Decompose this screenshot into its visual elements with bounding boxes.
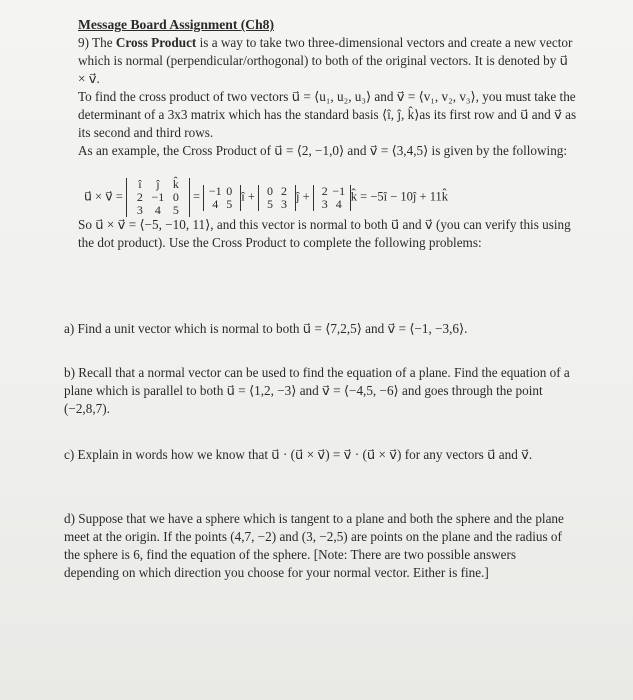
minor-cell: 2	[321, 183, 328, 198]
page-title: Message Board Assignment (Ch8)	[78, 17, 274, 32]
intro-paragraph-2: To find the cross product of two vectors u⃗ = ⟨u₁, u₂, u₃⟩ and v⃗ = ⟨v₁, v₂, v₃⟩, you must take the determinant of a 3x3 matrix which has the standard basis ⟨î, ĵ, k̂⟩as its first row and u⃗ and v⃗ as its second and third rows.	[78, 89, 577, 140]
minor-cell: 5	[226, 196, 233, 211]
matrix-cell: 5	[172, 203, 179, 217]
matrix-cell: ĵ	[156, 177, 160, 191]
matrix-cell: −1	[151, 190, 165, 204]
term-i: î +	[241, 189, 255, 204]
minor-i	[203, 185, 241, 211]
intro-paragraph-1	[78, 34, 578, 88]
intro-paragraph-1-text: is a way to take two three-dimensional vectors and create a new vector which is normal (perpendicular/orthogonal) to both of the original vectors. It is denoted by u⃗ × v⃗.	[78, 35, 573, 86]
question-b-label: b)	[64, 365, 75, 380]
question-number-prefix: 9) The	[78, 35, 116, 50]
matrix-cell: î	[138, 177, 142, 191]
minor-cell: −1	[208, 183, 222, 198]
question-d-text: Suppose that we have a sphere which is tangent to a plane and both the sphere and the plane meet at the origin. If the points (4,7, −2) and (3, −2,5) are points on the plane and the radius of the sphere is 6, find the equation of the sphere. [Note: There are two possible answers depending on which direction you choose for your normal vector. Either is fine.]	[64, 511, 564, 580]
question-b	[64, 364, 574, 418]
question-a-text: Find a unit vector which is normal to both u⃗ = ⟨7,2,5⟩ and v⃗ = ⟨−1, −3,6⟩.	[77, 321, 468, 336]
cross-product-lhs: u⃗ × v⃗ =	[84, 189, 123, 204]
cross-product-term: Cross Product	[115, 35, 197, 50]
matrix-cell: 2	[136, 190, 143, 204]
basis-matrix	[126, 178, 190, 217]
minor-cell: 0	[226, 183, 233, 198]
minor-cell: −1	[332, 183, 346, 198]
matrix-cell: 4	[154, 203, 161, 217]
minor-cell: 5	[267, 196, 274, 211]
matrix-cell: 3	[136, 203, 143, 217]
matrix-cell: k̂	[172, 177, 179, 191]
question-b-text: Recall that a normal vector can be used to find the equation of a plane. Find the equation of a plane which is parallel to both u⃗ = ⟨1,2, −3⟩ and v⃗ = ⟨−4,5, −6⟩ and goes through the point (−2,8,7).	[64, 365, 570, 416]
matrix-cell: 0	[172, 190, 179, 204]
minor-cell: 4	[335, 196, 342, 211]
question-c-label: c)	[64, 447, 75, 462]
question-d-label: d)	[64, 511, 75, 526]
after-example-paragraph: So u⃗ × v⃗ = ⟨−5, −10, 11⟩, and this vector is normal to both u⃗ and v⃗ (you can verify this using the dot product). Use the Cross Product to complete the following problems:	[78, 217, 571, 250]
determinant-expression	[84, 178, 448, 217]
minor-cell: 0	[267, 183, 274, 198]
minor-cell: 3	[321, 196, 328, 211]
minor-cell: 3	[281, 196, 288, 211]
minor-cell: 2	[281, 183, 288, 198]
minor-k	[313, 185, 351, 211]
question-d	[64, 510, 574, 582]
determinant-example	[78, 162, 578, 217]
minor-cell: 4	[212, 196, 219, 211]
question-a-label: a)	[64, 321, 75, 336]
assignment-body	[78, 16, 578, 252]
term-j: ĵ +	[296, 189, 310, 204]
minor-j	[258, 185, 296, 211]
question-a	[64, 320, 574, 338]
term-k-result: k̂ = −5î − 10ĵ + 11k̂	[350, 189, 448, 204]
intro-paragraph-3: As an example, the Cross Product of u⃗ = ⟨2, −1,0⟩ and v⃗ = ⟨3,4,5⟩ is given by the following:	[78, 143, 568, 158]
question-c-text: Explain in words how we know that u⃗ · (u⃗ × v⃗) = v⃗ · (u⃗ × v⃗) for any vectors u⃗ and v⃗.	[77, 447, 533, 462]
question-c	[64, 446, 574, 464]
equals-sign: =	[193, 189, 201, 204]
